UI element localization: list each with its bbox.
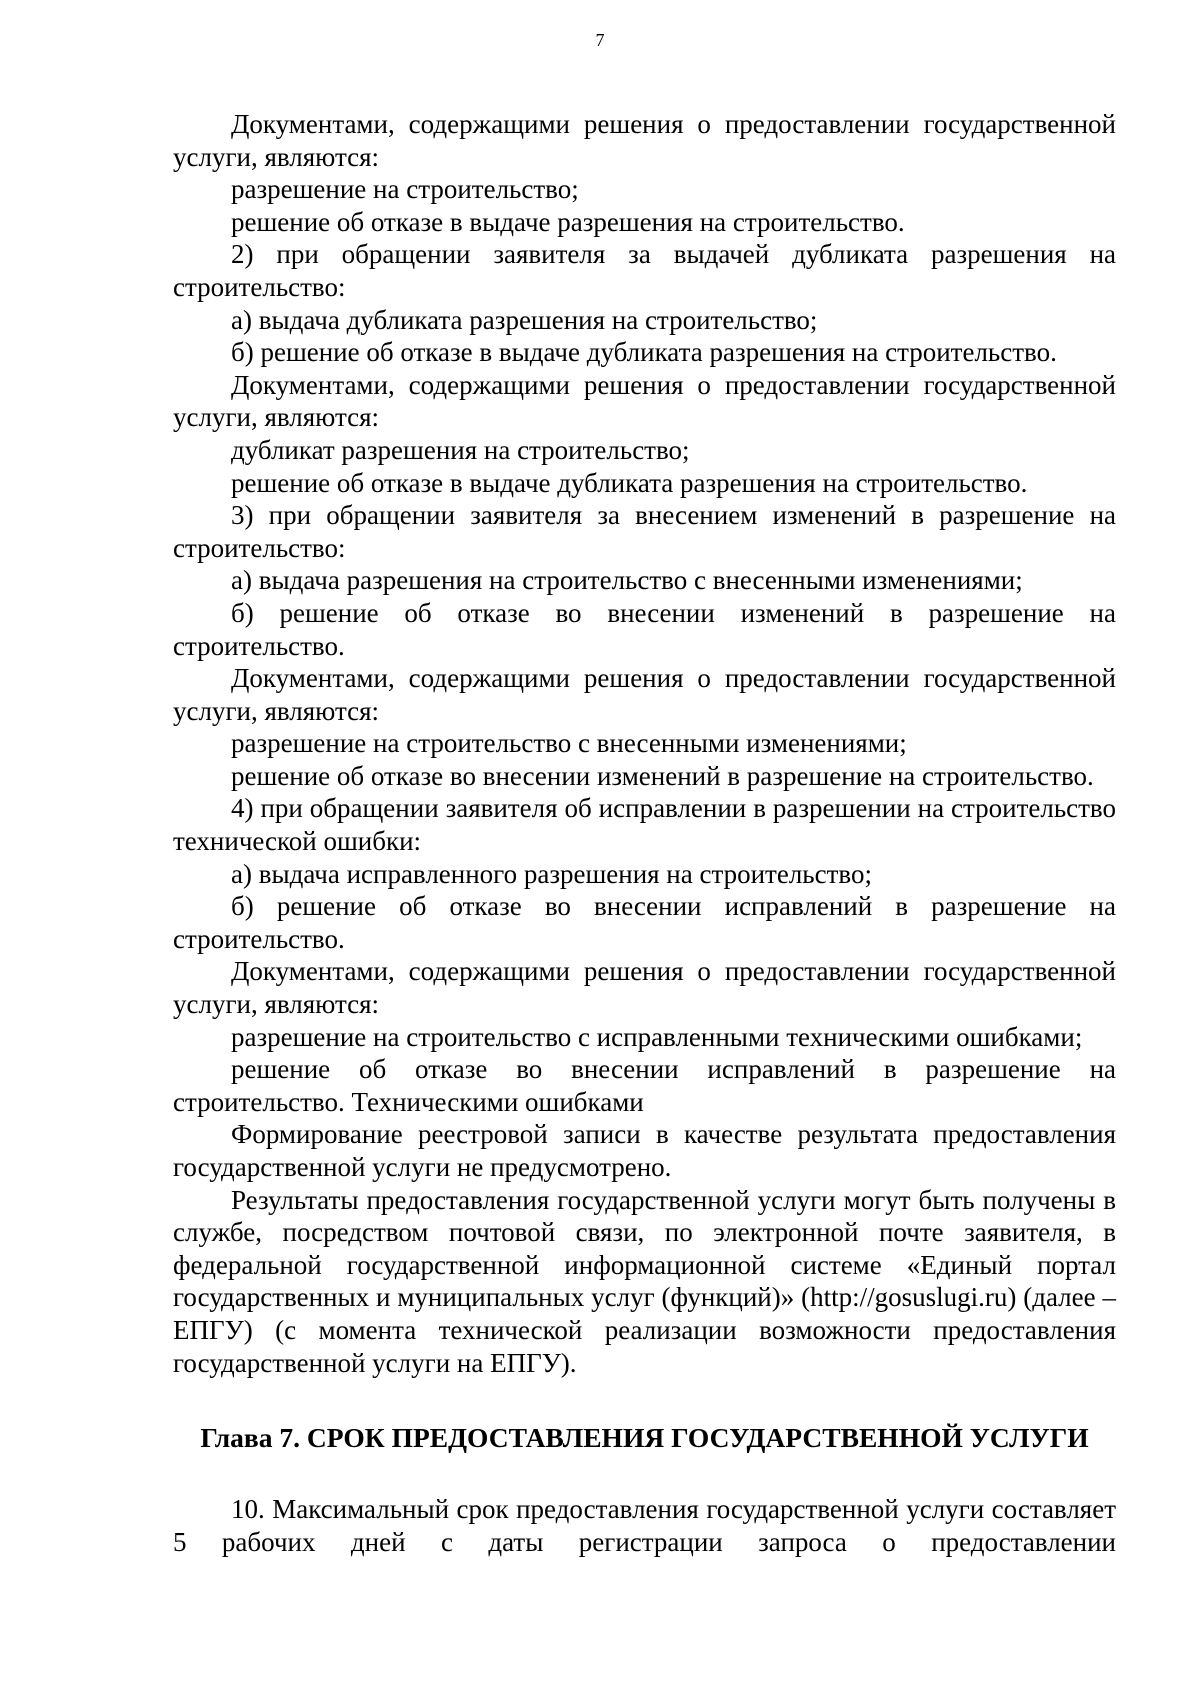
- chapter-heading: Глава 7. СРОК ПРЕДОСТАВЛЕНИЯ ГОСУДАРСТВЕННОЙ УСЛУГИ: [200, 1422, 1089, 1454]
- paragraph: Формирование реестровой записи в качестве результата предоставления государственной услуги не предусмотрено.: [173, 1119, 1116, 1182]
- paragraph: 2) при обращении заявителя за выдачей дубликата разрешения на строительство:: [173, 239, 1116, 302]
- paragraph: Документами, содержащими решения о предоставлении государственной услуги, являются:: [173, 663, 1116, 726]
- paragraph: Документами, содержащими решения о предоставлении государственной услуги, являются:: [173, 109, 1116, 172]
- page-number: 7: [595, 30, 605, 50]
- paragraph: решение об отказе в выдаче дубликата разрешения на строительство.: [231, 467, 1028, 498]
- paragraph: дубликат разрешения на строительство;: [231, 434, 690, 465]
- paragraph: Документами, содержащими решения о предоставлении государственной услуги, являются:: [173, 369, 1116, 433]
- paragraph: разрешение на строительство с исправленными техническими ошибками;: [231, 1021, 1083, 1052]
- paragraph: а) выдача исправленного разрешения на строительство;: [231, 858, 872, 889]
- paragraph: б) решение об отказе во внесении изменений в разрешение на строительство.: [173, 597, 1116, 661]
- document-body: [173, 108, 1116, 1558]
- paragraph: решение об отказе во внесении изменений в разрешение на строительство.: [231, 760, 1094, 791]
- paragraph: разрешение на строительство;: [231, 174, 579, 205]
- paragraph: Результаты предоставления государственной услуги могут быть получены в службе, посредством почтовой связи, по электронной почте заявителя, в федеральной государственной информационной системе «Единый портал государственных и муниципальных услуг (функций)» (http://gosuslugi.ru) (далее – ЕПГУ) (с момента технической реализации возможности предоставления государственной услуги на ЕПГУ).: [173, 1184, 1116, 1378]
- paragraph: а) выдача разрешения на строительство с внесенными изменениями;: [231, 565, 1023, 596]
- paragraph: решение об отказе во внесении исправлений в разрешение на строительство. Техническими ошибками: [173, 1054, 1116, 1117]
- paragraph: разрешение на строительство с внесенными изменениями;: [231, 728, 907, 759]
- paragraph: б) решение об отказе в выдаче дубликата разрешения на строительство.: [231, 337, 1057, 368]
- paragraph: Документами, содержащими решения о предоставлении государственной услуги, являются:: [173, 956, 1116, 1020]
- paragraph: 3) при обращении заявителя за внесением изменений в разрешение на строительство:: [173, 500, 1116, 563]
- paragraph: решение об отказе в выдаче разрешения на строительство.: [231, 206, 905, 237]
- paragraph: 10. Максимальный срок предоставления государственной услуги составляет 5 рабочих дней с даты регистрации запроса о предоставлении: [173, 1494, 1116, 1557]
- paragraph: б) решение об отказе во внесении исправлений в разрешение на строительство.: [173, 891, 1116, 954]
- paragraph: а) выдача дубликата разрешения на строительство;: [231, 304, 818, 335]
- paragraph: 4) при обращении заявителя об исправлении в разрешении на строительство технической ошибки:: [173, 793, 1116, 857]
